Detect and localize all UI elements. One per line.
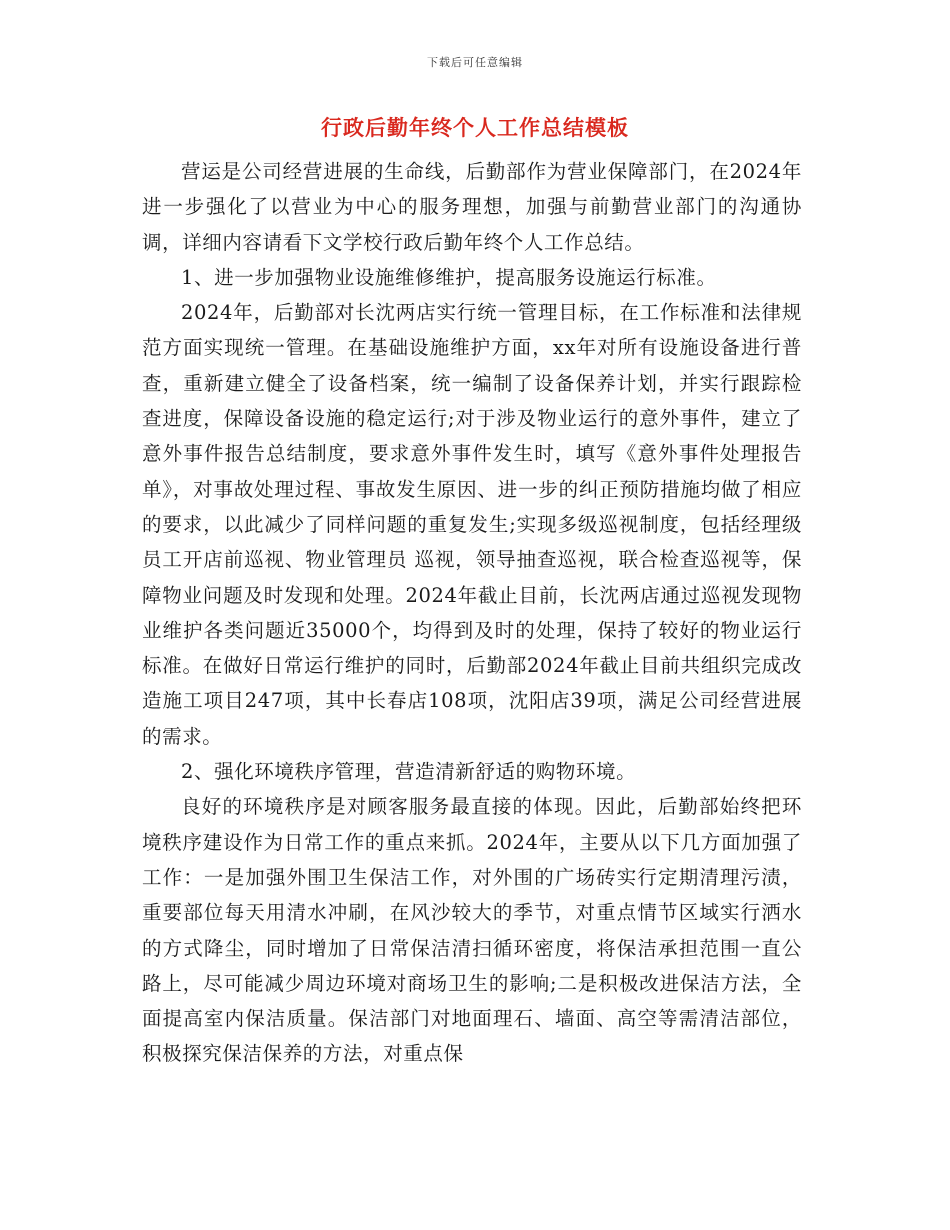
header-note: 下载后可任意编辑 <box>427 56 523 69</box>
document-title: 行政后勤年终个人工作总结模板 <box>321 115 629 140</box>
paragraph: 营运是公司经营进展的生命线，后勤部作为营业保障部门，在2024年进一步强化了以营业为中心的服务理想，加强与前勤营业部门的沟通协调，详细内容请看下文学校行政后勤年终个人工作总结。 <box>142 160 802 254</box>
section-heading: 1、进一步加强物业设施维修维护，提高服务设施运行标准。 <box>181 265 717 289</box>
section-heading: 2、强化环境秩序管理，营造清新舒适的购物环境。 <box>181 760 637 784</box>
document-body <box>142 154 802 1072</box>
paragraph: 2024年，后勤部对长沈两店实行统一管理目标，在工作标准和法律规范方面实现统一管理。在基础设施维护方面，xx年对所有设施设备进行普查，重新建立健全了设备档案，统一编制了设备保养计划，并实行跟踪检查进度，保障设备设施的稳定运行;对于涉及物业运行的意外事件，建立了意外事件报告总结制度，要求意外事件发生时，填写《意外事件处理报告单》，对事故处理过程、事故发生原因、进一步的纠正预防措施均做了相应的要求，以此减少了同样问题的重复发生;实现多级巡视制度，包括经理级员工开店前巡视、物业管理员 巡视，领导抽查巡视，联合检查巡视等，保障物业问题及时发现和处理。2024年截止目前，长沈两店通过巡视发现物业维护各类问题近35000个，均得到及时的处理，保持了较好的物业运行标准。在做好日常运行维护的同时，后勤部2024年截止目前共组织完成改造施工项目247项，其中长春店108项，沈阳店39项，满足公司经营进展的需求。 <box>142 301 802 748</box>
paragraph: 良好的环境秩序是对顾客服务最直接的体现。因此，后勤部始终把环境秩序建设作为日常工作的重点来抓。2024年，主要从以下几方面加强了工作：一是加强外围卫生保洁工作，对外围的广场砖实行定期清理污渍，重要部位每天用清水冲刷，在风沙较大的季节，对重点情节区域实行洒水的方式降尘，同时增加了日常保洁清扫循环密度，将保洁承担范围一直公路上，尽可能减少周边环境对商场卫生的影响;二是积极改进保洁方法，全面提高室内保洁质量。保洁部门对地面理石、墙面、高空等需清洁部位，积极探究保洁保养的方法，对重点保 <box>142 795 802 1066</box>
